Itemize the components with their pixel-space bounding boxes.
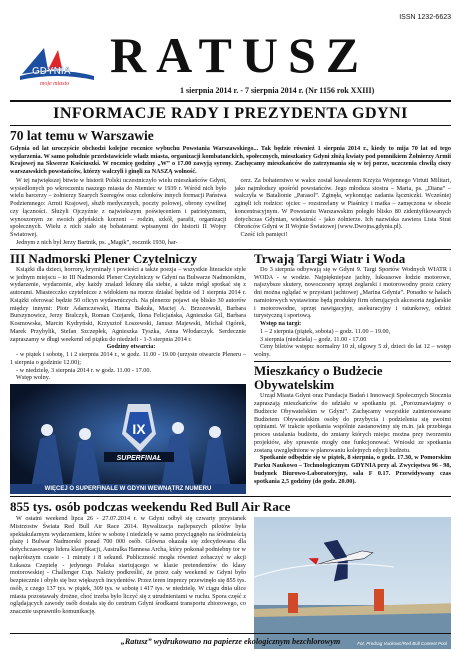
section-rule xyxy=(10,249,451,250)
hours-line: Wstęp wolny. xyxy=(16,374,50,382)
article-column-1 xyxy=(10,177,227,247)
hours-title-text: Godziny otwarcia: xyxy=(106,343,156,351)
hours-line: - w piątek i sobotę, 1 i 2 sierpnia 2014 r., w godz. 11.00 - 19.00 (urzyste otwarcie Pleneru – 1 sierpnia o godzinie 12.00); xyxy=(10,351,246,366)
logo-tagline: moje miasto xyxy=(40,81,70,86)
entry-line: 3 sierpnia (niedziela) – godz. 11.00 - 17.00 xyxy=(260,335,367,343)
entry-line: Ceny biletów wstępu: normalny 10 zł, ulgowy 5 zł, dzieci do lat 12 – wstęp wolny. xyxy=(254,343,451,359)
newspaper-title: RATUSZ xyxy=(110,27,370,83)
hours-title xyxy=(10,343,246,351)
banner-rule xyxy=(10,125,451,126)
air-race-photo xyxy=(254,517,451,649)
entry-label-text: Wstęp na targi: xyxy=(260,320,302,328)
section-rule xyxy=(254,361,451,362)
photo-credit: Fot. Predrag Vuckovic/Red Bull Content Pool xyxy=(357,641,447,647)
article-paragraph: W ostatni weekend lipca 26 - 27.07.2014 r. w Gdyni odbył się czwarty przystanek Mistrzostw Świata Red Bull Air Race 2014. Rywalizacja najlepszych pilotów była spektakularnym wydarzeniem, które w sobotę i niedzielę w samo przyciągnęło na śródmieścią plażę i Bulwar Nadmorski ponad 700 000 osób. Główna okazała się zdecydowana dla dotychczasowego lidera klasyfikacji, Australka Hannesa Archa, który pokonał podniebny tor w najkrótszym czasie - 1 minuty i 8 sekund. Publiczność mogła również zobaczyć w akcji Łukasza Czepielę - jedynego Polaka startującego w klasie pretendentów do klasy motorowskiej - Challenger Cup. Należy podkreślić, że przez cały weekend w Gdyni było bezpiecznie i obyło się bez większych incydentów. Przez teren imprezy przewinęło się 855 tys. osób, z czego 137 tys. w piątek, 309 tys. w sobotę i 417 tys. w niedzielę. W ciągu dnia ulice miasta pozostawały drożne, choć trzeba było liczyć się z utrudnieniami w ruchu. Spora część z oglądających zawody osób dostała się do centrum Gdyni środkami transportu zbiorowego, co znacznie usprawniło komunikację. xyxy=(10,515,246,616)
superfinal-image xyxy=(10,384,246,494)
svg-text:SUPERFINAŁ: SUPERFINAŁ xyxy=(116,455,162,463)
middle-right-column xyxy=(254,252,451,495)
article-warsaw-uprising xyxy=(10,129,451,247)
entry-line: 1 – 2 sierpnia (piątek, sobota) – godz. 11.00 – 19.00, xyxy=(260,327,391,335)
article-column-2 xyxy=(235,177,452,247)
article-paragraph: Książki dla dzieci, horrory, kryminały i powieści a także poezja – wszystkie literackie style w jednym miejscu – to III Nadmorski Plener Czytelniczy w Gdyni na Bulwarze Nadmorskim, wydarzenie, wydarzenie, aby każdy znalazł lekturę dla siebie, a także mógł spotkać się z autorami. Miastecczko czytelnicze z widokiem na morze działać będzie od 1 sierpnia 2014 r. Książki oferować będzie 50 oficyn wydawniczych. Na plenerze pojawi się blisko 30 autorów między innymi: Piotr Adamczewski, Hanna Bakuła, Maciej A. Brzozowski, Barbara Burszynowicz, Jerzy Bralczyk, Roman Czejarek, Ilona Felicjańska, Agnieszka Gil, Barbara Kosmowska, Marcin Kydryński, Krzysztof Łoszewski, Janusz Majewski, Michał Ogórek, Marek Przybylik, Stefan Szczepłek, Agnieszka Tyszka, Anna Włodarczyk. Serdecznie zapraszamy w długi weekend od piątku do niedzieli - 1-3 sierpnia 2014 r. xyxy=(10,265,246,343)
article-title: Trwają Targi Wiatr i Woda xyxy=(254,250,406,266)
middle-left-column xyxy=(10,252,246,495)
article-reading-plener xyxy=(10,266,246,382)
article-title: 855 tys. osób podczas weekendu Red Bull Air Race xyxy=(10,499,291,515)
article-paragraph: Jednym z nich był Jerzy Bartnik, ps. „Magik”, rocznik 1930, har- xyxy=(16,238,178,246)
article-paragraph: Cześć ich pamięci! xyxy=(240,231,288,239)
article-title: III Nadmorski Plener Czytelniczy xyxy=(10,250,198,266)
svg-text:IX: IX xyxy=(132,421,146,438)
section-rule xyxy=(10,496,451,497)
hours-line: - w niedzielę, 3 sierpnia 2014 r. w godz. 11.00 - 17.00. xyxy=(16,366,152,374)
article-paragraph: Urząd Miasta Gdyni oraz Fundacja Badań i Innowacji Społecznych Stocznia zapraszają mieszkańców do udziału w spotkaniu pt. „Porozmawiajmy o Budżecie Obywatelskim w Gdyni”. Zachęcamy wszystkie zainteresowane Budżetem Obywatelskim osoby do przybycia i podzielenia się swoimi opiniami. W trakcie spotkania wspólnie zastanowimy się m.in. jak przebiega proces ustalania budżetu, do zmiany których miejsc można przy tworzeniu projektów, aby sprawnie mogły one funkcjonować. Wnioski ze spotkania zostaną uwzględnione w planowaniu kolejnych edycji budżetu. xyxy=(254,392,451,454)
meeting-info xyxy=(254,454,451,485)
bottom-left-column xyxy=(10,515,246,649)
superfinal-photo xyxy=(10,384,246,494)
article-columns xyxy=(10,177,451,247)
footer-note: „Ratusz” wydrukowano na papierze ekologicznym bezchlorowym xyxy=(120,637,341,646)
middle-section xyxy=(10,252,451,495)
bottom-columns xyxy=(10,515,451,649)
article-civic-budget xyxy=(254,392,451,485)
gdynia-logo xyxy=(18,44,96,86)
masthead xyxy=(10,6,451,94)
masthead-rule xyxy=(10,100,451,102)
article-red-bull xyxy=(10,499,451,649)
article-title: 70 lat temu w Warszawie xyxy=(10,128,154,143)
section-banner: INFORMACJE RADY I PREZYDENTA GDYNI xyxy=(53,105,408,122)
meeting-info-text: Spotkanie odbędzie się w piątek, 8 sierpnia, o godz. 17.30, w Pomorskim Parku Naukowo – Technologicznym GDYNIA przy al. Zwycięstwa 96 - 98, budynek Biurowo-Laboratoryjny, sala F 0.17. Przewidywany czas spotkania 2,5 godziny (do godz. 20.00). xyxy=(254,454,451,485)
article-paragraph: Do 3 sierpnia odbywają się w Gdyni 9. Targi Sportów Wodnych WIATR i WODA - w wodzie. Najpiękniejsze jachty, luksusowe łodzie motorowe, najszybsze skutery, nowoczesny sprzęt żeglarski i motorowodny przez cztery dni można oglądać w przystani jachtowej „Marina Gdynia”. Ponadto w halach namiotowych wystawione będą produkty firm oferujących akcesoria żeglarskie i motorowodne, sprzęt nawigacyjny, asekuracyjny i ratunkowy, odzież turystyczną i sportową. xyxy=(254,265,451,320)
issn-number: ISSN 1232-6623 xyxy=(399,14,451,21)
article-wind-water-fair xyxy=(254,266,451,359)
photo-caption: WIĘCEJ O SUPERFINALE W GDYNI WEWNĄTRZ NUMERU xyxy=(10,484,246,494)
logo-wordmark: GDYNIA xyxy=(32,66,71,77)
air-race-image xyxy=(254,517,451,649)
issue-line: 1 sierpnia 2014 r. - 7 sierpnia 2014 r. (Nr 1156 rok XXIII) xyxy=(180,86,375,95)
article-title: Mieszkańcy o Budżecie Obywatelskim xyxy=(254,362,383,393)
article-paragraph: W tej największej bitwie w historii Polski uczestniczyło wielu mieszkańców Gdyni, wysiedlonych po wkroczeniu naszego miasta do Niemiec w 1939 r. Wśród nich było wielu harcerzy – żołnierzy Szarych Szeregów oraz członków innych formacji Państwa Podziemnego: Armii Krajowej, służb medycznych, poczty polowej, obrony cywilnej czy łączności. Służyli Ojczyźnie z najwiekszym poświęceniem i patriotyzmem, wynoszonym ze swoich gdyńskich korzeni – rodzin, szkół, parafii, organizacji społecznych. Wielu z nich stało się bohaterami wpisanymi do historii II Wojny Światowej. xyxy=(10,176,227,239)
footer-rule xyxy=(10,633,451,634)
entry-label xyxy=(254,320,451,328)
article-lead: Gdynia od lat uroczyście obchodzi kolejne rocznice wybuchu Powstania Warszawskiego... Tak będzie również 1 sierpnia 2014 r., kiedy to mija 70 lat od tego wydarzenia. W samo południe przedstawiciele władz miasta, organizacji kombatanckich, społecznych, mieszkańcy Gdyni złożą kwiaty pod pomnikiem Żołnierzy Armii Krajowej na Skwerze Kościuszki. W rocznicę godziny „W” o 17.00 zawyją syreny. Zachęcamy mieszkańców do zatrzymania się w tej porze, uczczenia chwilą ciszy warszawskich powstańców, którzy walczyli i ginęli za NASZĄ wolność. xyxy=(10,144,451,176)
article-paragraph: cerz. Za bohaterstwo w walce został kawalerem Krzyża Wojennego Virtuti Militari, jako najmłodszy spośród powstańców. Jego młodsza siostra – Maria, ps. „Diana” – walczyła w Batalionie „Parasol”. Zginęła, wykonując zadania łączniczki. Wcześniej zginęli ich rodzice: ojciec – rozstrzelany w Piaśnicy i matka – zamęczona w obozie koncentracyjnym. W Powstaniu Warszawskim poległo blisko 80 zidentyfikowanych dotychczas Gdynian, wieksżość - jako żołnierze. Ich nazwiska zawiera Lista Strat Obrońców Gdyni w II Wojnie Światowej (www.Dwojna.gdynia.pl). xyxy=(234,176,451,231)
